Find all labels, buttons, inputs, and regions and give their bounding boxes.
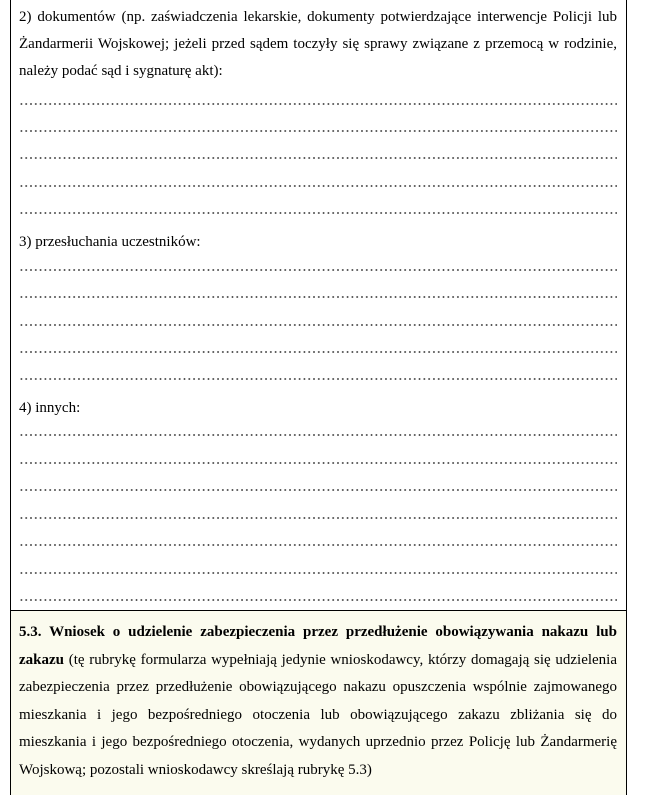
section-5-3 bbox=[11, 610, 626, 795]
fill-in-line[interactable] bbox=[19, 212, 617, 214]
fill-in-line[interactable] bbox=[19, 296, 617, 298]
fill-in-line[interactable] bbox=[19, 351, 617, 353]
application-form bbox=[10, 0, 627, 795]
fill-in-line[interactable] bbox=[19, 544, 617, 546]
fill-in-line[interactable] bbox=[19, 517, 617, 519]
fill-in-line[interactable] bbox=[19, 103, 617, 105]
fill-in-line[interactable] bbox=[19, 185, 617, 187]
fill-in-line[interactable] bbox=[19, 462, 617, 464]
fill-in-line[interactable] bbox=[19, 572, 617, 574]
documents-item-text: 2) dokumentów (np. zaświadczenia lekarskie, dokumenty potwierdzające interwencje Policji lub Żandarmerii Wojskowej; jeżeli przed sądem toczyły się sprawy związane z przemocą w rodzinie, należy podać sąd i sygnaturę akt): bbox=[19, 9, 617, 79]
evidence-section bbox=[11, 0, 626, 610]
fill-in-line[interactable] bbox=[19, 489, 617, 491]
section-5-3-text bbox=[19, 619, 617, 784]
fill-in-line[interactable] bbox=[19, 378, 617, 380]
other-item-label: 4) innych: bbox=[19, 400, 81, 416]
fill-in-line[interactable] bbox=[19, 130, 617, 132]
fill-in-line[interactable] bbox=[19, 434, 617, 436]
fill-in-line[interactable] bbox=[19, 599, 617, 601]
section-5-3-note: (tę rubrykę formularza wypełniają jedynie wnioskodawcy, którzy domagają się udzielenia zabezpieczenia przez przedłużenie obowiązującego nakazu opuszczenia wspólnie zajmowanego mieszkania i jego bezpośredniego otoczenia lub obowiązującego zakazu zbliżania się do mieszkania i jego bezpośredniego otoczenia, wydanych uprzednio przez Policję lub Żandarmerię Wojskową; pozostali wnioskodawcy skreślają rubrykę 5.3) bbox=[19, 651, 617, 778]
section-5-3-title: 5.3. Wniosek o udzielenie zabezpieczenia przez przedłużenie obowiązywania nakazu lub zakazu bbox=[19, 624, 617, 668]
fill-in-line[interactable] bbox=[19, 157, 617, 159]
hearings-item-label: 3) przesłuchania uczestników: bbox=[19, 234, 201, 250]
fill-in-line[interactable] bbox=[19, 324, 617, 326]
fill-in-line[interactable] bbox=[19, 269, 617, 271]
